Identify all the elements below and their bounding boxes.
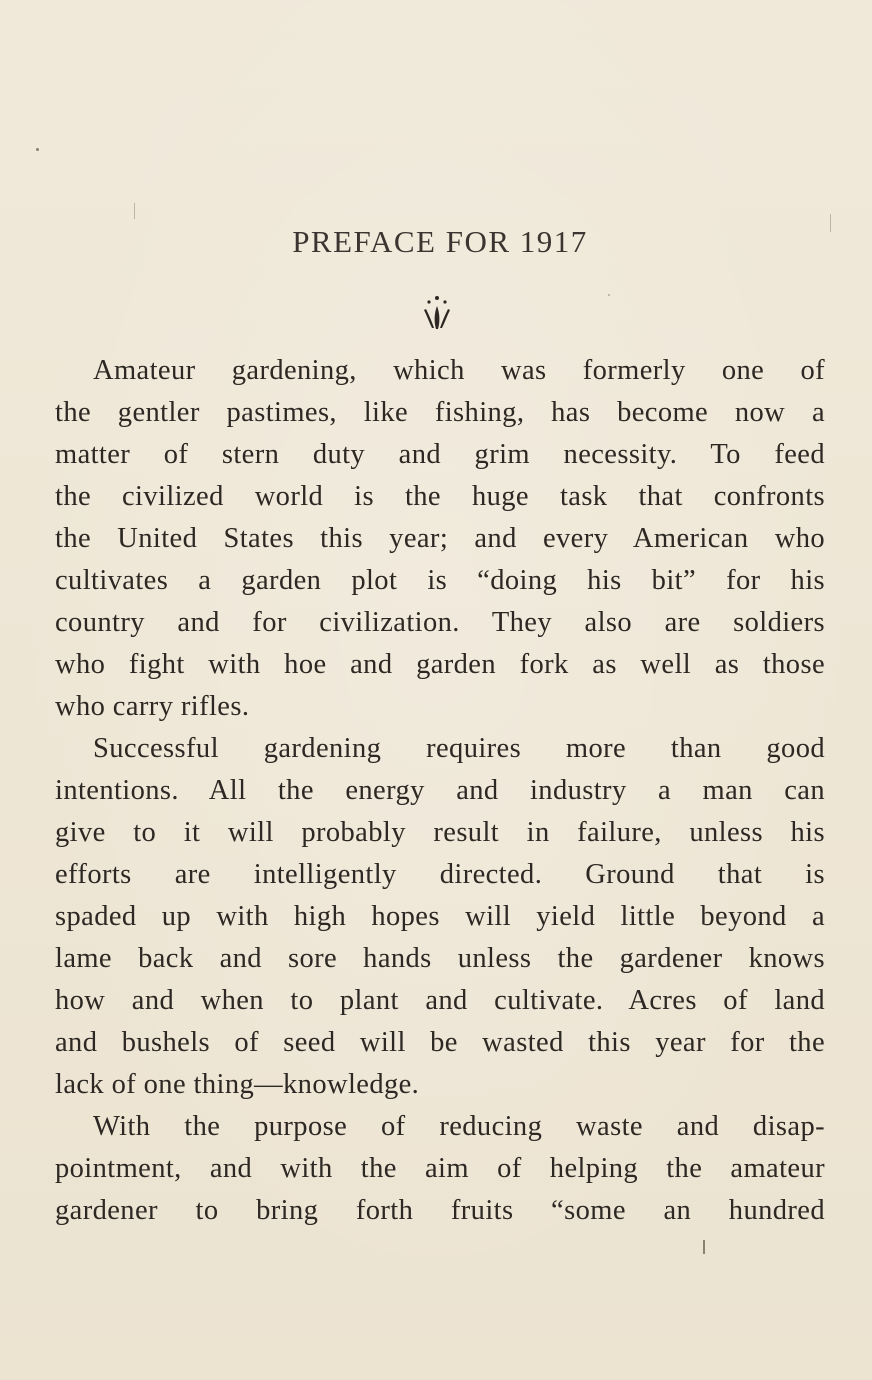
text-line: matter of stern duty and grim necessity. To feed: [55, 439, 825, 470]
text-line: efforts are intelligently directed. Ground that is: [55, 859, 825, 890]
text-line: Successful gardening requires more than good: [93, 733, 825, 764]
text-line: intentions. All the energy and industry a man can: [55, 775, 825, 806]
text-line: pointment, and with the aim of helping the amateur: [55, 1153, 825, 1184]
leaf-ornament-icon: [420, 292, 454, 332]
text-line: spaded up with high hopes will yield little beyond a: [55, 901, 825, 932]
text-line: gardener to bring forth fruits “some an hundred: [55, 1195, 825, 1226]
text-line: With the purpose of reducing waste and disap-: [93, 1111, 825, 1142]
text-line: cultivates a garden plot is “doing his bit” for his: [55, 565, 825, 596]
page-title: PREFACE FOR 1917: [292, 224, 588, 259]
text-line: country and for civilization. They also are soldiers: [55, 607, 825, 638]
text-line: and bushels of seed will be wasted this year for the: [55, 1027, 825, 1058]
paper-speck: [830, 214, 831, 232]
text-line: lack of one thing—knowledge.: [55, 1069, 420, 1100]
text-line: the civilized world is the huge task that confronts: [55, 481, 825, 512]
text-line: how and when to plant and cultivate. Acres of land: [55, 985, 825, 1016]
text-line: who fight with hoe and garden fork as well as those: [55, 649, 825, 680]
preface-text: [55, 350, 825, 1232]
text-line: Amateur gardening, which was formerly one of: [93, 355, 825, 386]
paragraph-2: [55, 728, 825, 1106]
paper-speck: [134, 203, 135, 219]
text-line: give to it will probably result in failure, unless his: [55, 817, 825, 848]
text-line: the gentler pastimes, like fishing, has become now a: [55, 397, 825, 428]
paper-speck: [36, 148, 39, 151]
paragraph-3: [55, 1106, 825, 1232]
text-line: lame back and sore hands unless the gardener knows: [55, 943, 825, 974]
paragraph-1: [55, 350, 825, 728]
text-line: the United States this year; and every American who: [55, 523, 825, 554]
text-line: who carry rifles.: [55, 691, 250, 722]
page-mark: [703, 1240, 705, 1254]
paper-speck: [608, 294, 610, 296]
